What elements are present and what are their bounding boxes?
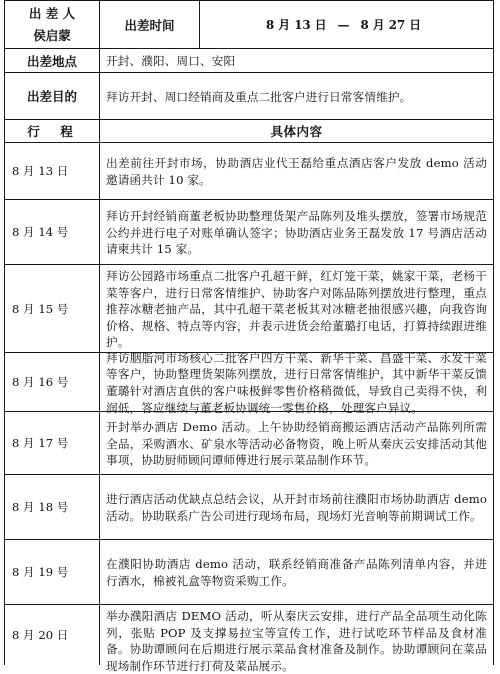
row-content-text: 举办濮阳酒店 DEMO 活动，听从秦庆云安排，进行产品全品项生动化陈列，张贴 POP 及支撑易拉宝等宣传工作，进行试吃环节样品及食材准备。协助谭顾问在后期进行展示菜品食材准备及制作。协助谭顾问在菜品现场制作环节进行打荷及菜品展示。 (106, 609, 487, 673)
row-date-text: 8 月 20 日 (12, 628, 69, 642)
table-row-date (5, 605, 99, 665)
table-row-date (5, 353, 99, 411)
row-content-text: 拜访开封经销商董老板协助整理货架产品陈列及堆头摆放，签署市场规范公约并进行电子对账单确认签字；协助酒店业务王磊发放 17 号酒店活动请柬共计 15 家。 (106, 209, 487, 257)
location-value-cell (100, 49, 493, 72)
content-column-header (100, 120, 493, 142)
itinerary-column-header (5, 120, 99, 142)
table-row-content (100, 412, 493, 474)
table-row-content (100, 540, 493, 604)
table-row-content (100, 200, 493, 264)
purpose-value-cell (100, 73, 493, 119)
row-date-text: 8 月 15 号 (12, 301, 69, 316)
location-label-cell (5, 49, 99, 72)
table-row-content (100, 475, 493, 539)
row-content-text: 开封举办酒店 Demo 活动。上午协助经销商搬运酒店活动产品陈列所需全品，采购酒水、矿泉水等活动必备物资，晚上听从秦庆云安排活动其他事项，协助厨师顾问谭师傅进行展示菜品制作环节。 (106, 420, 487, 468)
period-label-cell (100, 1, 199, 48)
row-content-text: 拜访公园路市场重点二批客户孔超干鲜，红灯笼干菜，姚家干菜，老杨干菜等客户，进行日常客情维护、协助客户对陈品陈列摆放进行整理，重点推荐冰糖老抽产品，其中孔超干菜老板其对冰糖老抽很感兴趣，向我咨询价格、规格、特点等内容，并表示进货会给董璐打电话，打算持续跟进维护。 (106, 269, 487, 350)
table-row-date (5, 143, 99, 199)
traveler-label: 出 差 人 (28, 5, 76, 21)
row-content-text: 拜访胭脂河市场核心二批客户四方干菜、新华干菜、昌盛干菜、永发干菜等客户，协助整理货架陈列摆放，进行日常客情维护，其中新华干菜反馈董璐针对酒店直供的客户味极鲜零售价格稍微低，导致自己卖得不快，利润低，答应继续与董老板协调统一零售价格，处理客户异议。 (106, 350, 487, 415)
table-row-date (5, 540, 99, 604)
table-row-content (100, 143, 493, 199)
start-date: 8 月 13 日 (266, 18, 327, 32)
locations-text: 开封、濮阳、周口、安阳 (106, 54, 236, 69)
location-label: 出差地点 (26, 53, 77, 69)
table-row-date (5, 475, 99, 539)
row-content-text: 在濮阳协助酒店 demo 活动，联系经销商准备产品陈列清单内容，并进行酒水，棉被礼盒等物资采购工作。 (106, 557, 487, 588)
end-date: 8 月 27 日 (360, 18, 422, 32)
row-date-text: 8 月 16 号 (12, 375, 69, 389)
table-row-date (5, 265, 99, 352)
period-label: 出差时间 (124, 17, 175, 33)
purpose-text: 拜访开封、周口经销商及重点二批客户进行日常客情维护。 (106, 89, 412, 104)
row-content-text: 出差前往开封市场，协助酒店业代王磊给重点酒店客户发放 demo 活动邀请函共计 10 家。 (106, 156, 487, 187)
purpose-label-cell (5, 73, 99, 119)
table-row-date (5, 200, 99, 264)
period-value-cell (200, 1, 493, 48)
table-row-date (5, 412, 99, 474)
purpose-label: 出差目的 (26, 89, 77, 104)
content-header-label: 具体内容 (270, 124, 323, 139)
row-date-text: 8 月 13 日 (12, 164, 69, 178)
row-content-text: 进行酒店活动优缺点总结会议，从开封市场前往濮阳市场协助酒店 demo 活动。协助联系广告公司进行现场布局，现场灯光音响等前期调试工作。 (106, 492, 487, 523)
traveler-label-cell (5, 1, 99, 48)
table-row-content (100, 350, 493, 415)
row-date-text: 8 月 14 号 (12, 225, 69, 239)
traveler-name: 侯启蒙 (33, 27, 71, 43)
table-row-content (100, 265, 493, 352)
table-row-content (100, 605, 493, 673)
row-date-text: 8 月 17 号 (12, 436, 69, 450)
row-date-text: 8 月 19 号 (12, 565, 69, 579)
date-range-dash: — (337, 17, 350, 32)
row-date-text: 8 月 18 号 (12, 500, 69, 514)
itinerary-header-label: 行 程 (27, 124, 77, 139)
